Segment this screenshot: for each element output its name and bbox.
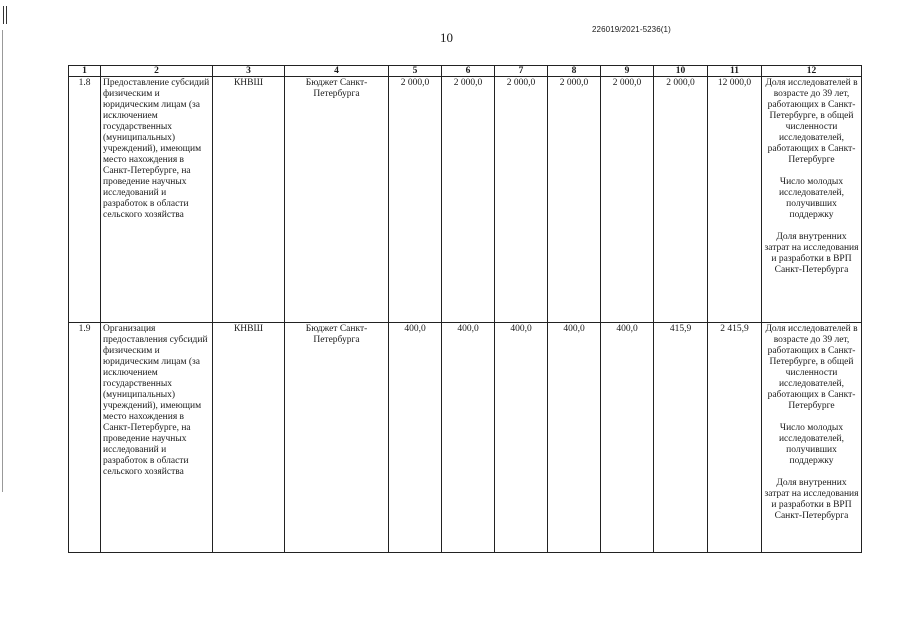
indicator-young-researchers-count: Число молодых исследователей, получивших поддержку [778,177,845,220]
indicator-rnd-expenditure-share: Доля внутренних затрат на исследования и разработки в ВРП Санкт-Петербурга [764,232,859,275]
row-value-9: 400,0 [601,323,654,553]
row-value-5: 2 000,0 [389,77,442,323]
row-value-7: 400,0 [495,323,548,553]
row-indicators [762,77,862,323]
row-value-7: 2 000,0 [495,77,548,323]
row-number: 1.8 [69,77,101,323]
row-value-6: 400,0 [442,323,495,553]
row-description: Предоставление субсидий физическим и юридическим лицам (за исключением государственных (муниципальных) учреждений), имеющим место нахождения в Санкт-Петербурге, на проведение научных исследований и разработок в области сельского хозяйства [101,77,213,323]
row-value-8: 2 000,0 [548,77,601,323]
row-value-total: 12 000,0 [708,77,762,323]
scan-edge-line [2,30,4,492]
column-header: 9 [601,66,654,77]
row-value-9: 2 000,0 [601,77,654,323]
column-header: 1 [69,66,101,77]
row-executor: КНВШ [213,323,285,553]
indicator-rnd-expenditure-share: Доля внутренних затрат на исследования и разработки в ВРП Санкт-Петербурга [764,478,859,521]
row-description: Организация предоставления субсидий физическим и юридическим лицам (за исключением государственных (муниципальных) учреждений), имеющим место нахождения в Санкт-Петербурге, на проведение научных исследований и разработок в области сельского хозяйства [101,323,213,553]
page-number: 10 [440,30,453,45]
table-row [69,77,862,323]
row-value-10: 415,9 [654,323,708,553]
column-header: 10 [654,66,708,77]
row-value-total: 2 415,9 [708,323,762,553]
row-value-5: 400,0 [389,323,442,553]
row-executor: КНВШ [213,77,285,323]
table-row [69,323,862,553]
indicator-young-researchers-share: Доля исследователей в возрасте до 39 лет, работающих в Санкт-Петербурге, в общей численности исследователей, работающих в Санкт-Петербурге [765,78,858,165]
column-header: 5 [389,66,442,77]
scan-edge-mark [3,6,7,24]
row-funding-source: Бюджет Санкт-Петербурга [285,323,389,553]
column-header: 8 [548,66,601,77]
row-value-6: 2 000,0 [442,77,495,323]
column-header: 4 [285,66,389,77]
column-header: 6 [442,66,495,77]
header-row [69,66,862,77]
row-funding-source: Бюджет Санкт-Петербурга [285,77,389,323]
column-header: 2 [101,66,213,77]
document-id: 226019/2021-5236(1) [592,25,671,34]
row-value-8: 400,0 [548,323,601,553]
row-number: 1.9 [69,323,101,553]
program-table [68,65,862,553]
row-value-10: 2 000,0 [654,77,708,323]
indicator-young-researchers-count: Число молодых исследователей, получивших поддержку [778,423,845,466]
column-header: 11 [708,66,762,77]
column-header: 12 [762,66,862,77]
indicator-young-researchers-share: Доля исследователей в возрасте до 39 лет, работающих в Санкт-Петербурге, в общей численности исследователей, работающих в Санкт-Петербурге [765,324,858,411]
row-indicators [762,323,862,553]
column-header: 3 [213,66,285,77]
column-header: 7 [495,66,548,77]
